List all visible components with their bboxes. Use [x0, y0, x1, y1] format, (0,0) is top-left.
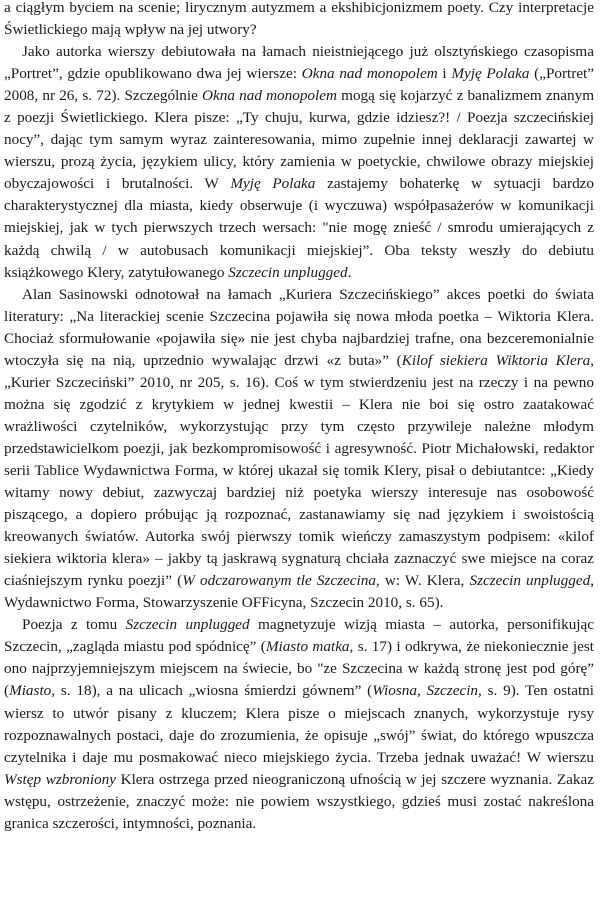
body-text: i	[437, 65, 452, 83]
body-text: magnetyzuje wizją miasta – autorka, personifikując Szczecin, „zagląda miastu pod spódnicę” (	[4, 616, 594, 656]
italic-title-text: Szczecin unplugged	[125, 616, 250, 634]
body-text: Klera ostrzega przed nieograniczoną ufnością w jej szczere wyznania. Zakaz wstępu, ostrzeżenie, znaczyć może: nie powiem wszystkiego, gdzieś musi zostać nakreślona granica szczerości, intymności, poznania.	[4, 770, 594, 832]
body-text: , s. 17) i odkrywa, że niekoniecznie jest ono najprzyjemniejszym miejscem na świecie, bo "ze Szczecina w każdą stronę jest pod górę” (	[4, 638, 595, 700]
italic-title-text: W odczarowanym tle Szczecina	[182, 572, 376, 590]
body-text: zastajemy bohaterkę w sytuacji bardzo charakterystycznej dla miasta, kiedy obserwuje (i wyczuwa) współpasażerów w komunikacji miejskiej, jak w tych pierwszych trzech wersach: "nie mogę znieść / smrodu umierających z każdą chwilą / w autobusach komunikacji miejskiej”. Oba teksty weszły do debiutu książkowego Klery, zatytułowanego	[4, 175, 595, 281]
document-page	[4, 0, 594, 835]
body-text: .	[347, 263, 352, 281]
paragraph-3	[4, 284, 594, 615]
italic-title-text: Wiosna, Szczecin	[372, 682, 479, 700]
body-text: Jako autorka wierszy debiutowała na łamach nieistniejącego już olsztyńskiego czasopisma „Portret”, gdzie opublikowano dwa jej wiersze:	[4, 43, 594, 83]
body-text: , w: W. Klera,	[375, 572, 470, 590]
italic-title-text: Okna nad monopolem	[301, 65, 438, 83]
body-text: a ciągłym byciem na scenie; lirycznym autyzmem a ekshibicjonizmem poety. Czy interpretacje Świetlickiego mają wpływ na jej utwory?	[4, 0, 594, 39]
body-text: , Wydawnictwo Forma, Stowarzyszenie OFFicyna, Szczecin 2010, s. 65).	[4, 572, 594, 612]
italic-title-text: Miasto matka	[265, 638, 350, 656]
italic-title-text: Wstęp wzbroniony	[4, 770, 117, 788]
body-text: , s. 9). Ten ostatni wiersz to utwór pisany z kluczem; Klera pisze o miejscach znanych, wykorzystuje rysy rozpoznawalnych postaci, daje do zrozumienia, że opisuje „swój” świat, do którego wpuszcza czytelnika i daje mu posmakować nieco miejskiego życia. Trzeba jednak uważać! W wierszu	[4, 682, 594, 766]
body-text: mogą się kojarzyć z banalizmem znanym z poezji Świetlickiego. Klera pisze: „Ty chuju, kurwa, gdzie idziesz?! / Poezja szczecińskiej nocy”, dając tym samym wyraz zainteresowania, mimo zupełnie innej deklaracji zawartej w wierszu, prozą życia, językiem ulicy, który zamienia w poetyckie, chwilowe obrazy miejskiej obyczajowości i brutalności. W	[4, 87, 595, 193]
italic-title-text: Kilof siekiera Wiktoria Klera	[401, 351, 591, 369]
body-text: („Portret” 2008, nr 26, s. 72). Szczególnie	[4, 65, 595, 105]
paragraph-2	[4, 41, 594, 284]
paragraph-1	[4, 0, 594, 41]
italic-title-text: Myję Polaka	[451, 65, 530, 83]
body-text: , s. 18), a na ulicach „wiosna śmierdzi gównem” (	[51, 682, 373, 700]
italic-title-text: Szczecin unplugged	[228, 263, 348, 281]
italic-title-text: Szczecin unplugged	[469, 572, 591, 590]
paragraph-4	[4, 614, 594, 834]
body-text: Poezja z tomu	[22, 616, 126, 634]
italic-title-text: Okna nad monopolem	[202, 87, 337, 105]
body-text: Alan Sasinowski odnotował na łamach „Kuriera Szczecińskiego” akces poetki do świata literatury: „Na literackiej scenie Szczecina pojawiła się nowa młoda poetka – Wiktoria Klera. Chociaż sformułowanie «pojawiła się» nie jest chyba najbardziej trafne, ona bezceremonialnie wtoczyła się na nią, uprzednio wywalając drzwi «z buta»” (	[4, 285, 594, 369]
body-text: , „Kurier Szczeciński” 2010, nr 205, s. 16). Coś w tym stwierdzeniu jest na rzeczy i na pewno można się zgodzić z krytykiem w jednej kwestii – Klera nie boi się ostro zaatakować wrażliwości czytelników, wykorzystując przy tym często przywileje należne młodym przedstawicielkom poezji, jak bezkompromisowość i agresywność. Piotr Michałowski, redaktor serii Tablice Wydawnictwa Forma, w której ukazał się tomik Klery, pisał o debiutantce: „Kiedy witamy nowy debiut, zazwyczaj bardziej niż poetyka wierszy interesuje nas osobowość piszącego, a dopiero próbując ją rozpoznać, zastanawiamy się nad językiem i swoistością kreowanych światów. Autorka swój pierwszy tomik wieńczy zamaszystym podpisem: «kilof siekiera wiktoria klera» – jakby tą jaskrawą sygnaturą chciała zaznaczyć swe miejsce na coraz ciaśniejszym rynku poezji” (	[4, 351, 594, 590]
italic-title-text: Miasto	[9, 682, 52, 700]
italic-title-text: Myję Polaka	[230, 175, 316, 193]
